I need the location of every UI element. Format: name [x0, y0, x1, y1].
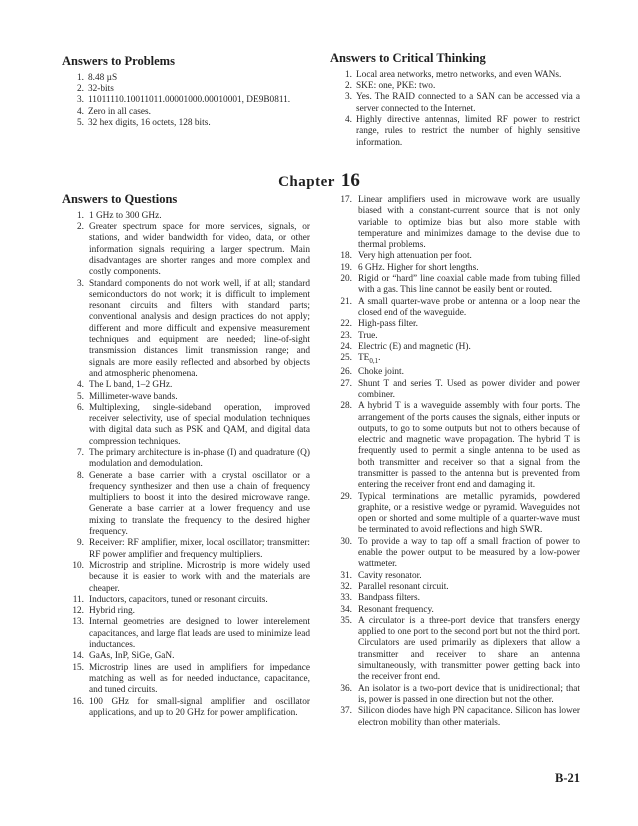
- chapter-title: [0, 170, 638, 192]
- list-item: 32. Parallel resonant circuit.: [340, 581, 449, 592]
- list-item: 4. The L band, 1–2 GHz.: [77, 380, 173, 391]
- questions-heading: Answers to Questions: [62, 192, 178, 206]
- list-item: 3. Standard components do not work well, if at all; standard semiconductors do not work; it is difficult to implement resonant circuits and filters with standard parts; conventional analysis and design practices do not apply; different and more difficult and expensive measurement techniques and equipment are needed; line-of-sight transmission distances limit transmission range; and signals are more easily reflected and absorbed by objects and atmospheric phenomena.: [77, 278, 310, 379]
- list-item: 1. 8.48 µS: [77, 72, 118, 83]
- list-item: 2. SKE: one, PKE: two.: [345, 81, 436, 92]
- problems-heading: Answers to Problems: [62, 54, 175, 68]
- list-item: 29. Typical terminations are metallic pyramids, powdered graphite, or a resistive wedge or pyramid. Waveguides not open or shorted and some multiple of a quarter-wave must be terminated to avoid reflections and high SWR.: [340, 491, 580, 536]
- list-item: 25. $TE_{0,1}$.: [340, 353, 381, 366]
- list-item: 9. Receiver: RF amplifier, mixer, local oscillator; transmitter: RF power amplifier and frequency multipliers.: [77, 538, 310, 560]
- questions-list-right: [330, 195, 580, 729]
- list-item: 33. Bandpass filters.: [340, 593, 420, 604]
- list-item: 22. High-pass filter.: [340, 319, 418, 330]
- list-item: 31. Cavity resonator.: [340, 570, 422, 581]
- list-item: 37. Silicon diodes have high PN capacitance. Silicon has lower electron mobility than other materials.: [340, 706, 580, 728]
- list-item: 14. GaAs, InP, SiGe, GaN.: [72, 651, 175, 662]
- list-item: 28. A hybrid T is a waveguide assembly with four ports. The arrangement of the ports causes the signals, either inputs or outputs, to go to some outputs but not to others because of electric and magnetic wave propagation. The hybrid T is frequently used to permit a single antenna to be used as both transmitter and receiver so that a signal from the transmitter is passed to the antenna but is prevented from entering the receiver front end and damaging it.: [340, 401, 580, 491]
- list-item: 19. 6 GHz. Higher for short lengths.: [340, 262, 479, 273]
- chapter-word: Chapter: [278, 174, 335, 190]
- list-item: 24. Electric (E) and magnetic (H).: [340, 341, 471, 352]
- list-item: 8. Generate a base carrier with a crystal oscillator or a frequency synthesizer and then use a chain of frequency multipliers to boost it into the desired microwave range. Generate a base carrier at a lower frequency and use mixing to translate the frequency to the desired higher frequency.: [77, 470, 310, 538]
- list-item: 3. Yes. The RAID connected to a SAN can be accessed via a server connected to the Internet.: [345, 92, 580, 114]
- list-item: 11. Inductors, capacitors, tuned or resonant circuits.: [72, 594, 268, 605]
- list-item: 1. Local area networks, metro networks, and even WANs.: [345, 69, 562, 80]
- list-item: 26. Choke joint.: [340, 367, 404, 378]
- page-number: B-21: [555, 771, 580, 785]
- list-item: 21. A small quarter-wave probe or antenna or a loop near the closed end of the waveguide.: [340, 296, 580, 318]
- list-item: 20. Rigid or “hard” line coaxial cable made from tubing filled with a gas. This line cannot be easily bent or routed.: [340, 274, 580, 296]
- questions-list-left: [62, 211, 310, 719]
- critical-thinking-list: [330, 70, 580, 149]
- list-item: 23. True.: [340, 330, 378, 341]
- list-item: 34. Resonant frequency.: [340, 604, 434, 615]
- list-item: 2. Greater spectrum space for more services, signals, or stations, and wider bandwidth for video, data, or other information signals requiring a larger spectrum. Main disadvantages are shorter ranges and more complex and costly components.: [77, 222, 310, 278]
- list-item: 17. Linear amplifiers used in microwave work are usually biased with a constant-current source that is not only variable to optimize bias but also more stable with temperature and minimizes damage to the devise due to thermal problems.: [340, 195, 580, 251]
- list-item: 36. An isolator is a two-port device that is unidirectional; that is, power is passed in one direction but not the other.: [340, 683, 580, 705]
- list-item: 18. Very high attenuation per foot.: [340, 251, 472, 262]
- list-item: 3. 11011110.10011011.00001000.00010001, DE9B0811.: [77, 95, 291, 106]
- list-item: 13. Internal geometries are designed to lower interelement capacitances, and large flat leads are used to minimize lead inductances.: [72, 617, 310, 651]
- list-item: 10. Microstrip and stripline. Microstrip is more widely used because it is easier to work with and the materials are cheaper.: [72, 560, 310, 594]
- list-item: 4. Highly directive antennas, limited RF power to restrict range, rules to restrict the number of highly sensitive information.: [345, 114, 580, 148]
- list-item: 6. Multiplexing, single-sideband operation, improved receiver selectivity, use of special modulation techniques with digital data such as PSK and QAM, and digital data compression techniques.: [77, 402, 310, 447]
- list-item: 30. To provide a way to tap off a small fraction of power to enable the power output to be measured by a low-power wattmeter.: [340, 536, 580, 570]
- list-item: 4. Zero in all cases.: [77, 106, 151, 117]
- list-item: 1. 1 GHz to 300 GHz.: [77, 210, 162, 221]
- questions-section-right: [330, 195, 580, 729]
- list-item: 12. Hybrid ring.: [72, 606, 135, 617]
- problems-list: [62, 73, 317, 129]
- critical-thinking-section: [330, 52, 580, 149]
- list-item: 5. Millimeter-wave bands.: [77, 391, 178, 402]
- problems-section: [62, 55, 317, 129]
- list-item: 35. A circulator is a three-port device that transfers energy applied to one port to the second port but not the third port. Circulators are used primarily as diplexers that allow a transmitter and receiver to share an antenna simultaneously, with transmitter power getting back into the receiver front end.: [340, 615, 580, 683]
- list-item: 27. Shunt T and series T. Used as power divider and power combiner.: [340, 378, 580, 400]
- list-item: 7. The primary architecture is in-phase (I) and quadrature (Q) modulation and demodulation.: [77, 447, 310, 470]
- list-item: 16. 100 GHz for small-signal amplifier and oscillator applications, and up to 20 GHz for power amplification.: [72, 696, 310, 718]
- list-item: 15. Microstrip lines are used in amplifiers for impedance matching as well as for needed inductance, capacitance, and tuned circuits.: [72, 662, 310, 696]
- list-item: 5. 32 hex digits, 16 octets, 128 bits.: [77, 117, 211, 128]
- chapter-number: 16: [340, 170, 360, 191]
- list-item: 2. 32-bits: [77, 84, 114, 95]
- critical-thinking-heading: Answers to Critical Thinking: [330, 51, 486, 65]
- questions-section-left: [62, 193, 310, 719]
